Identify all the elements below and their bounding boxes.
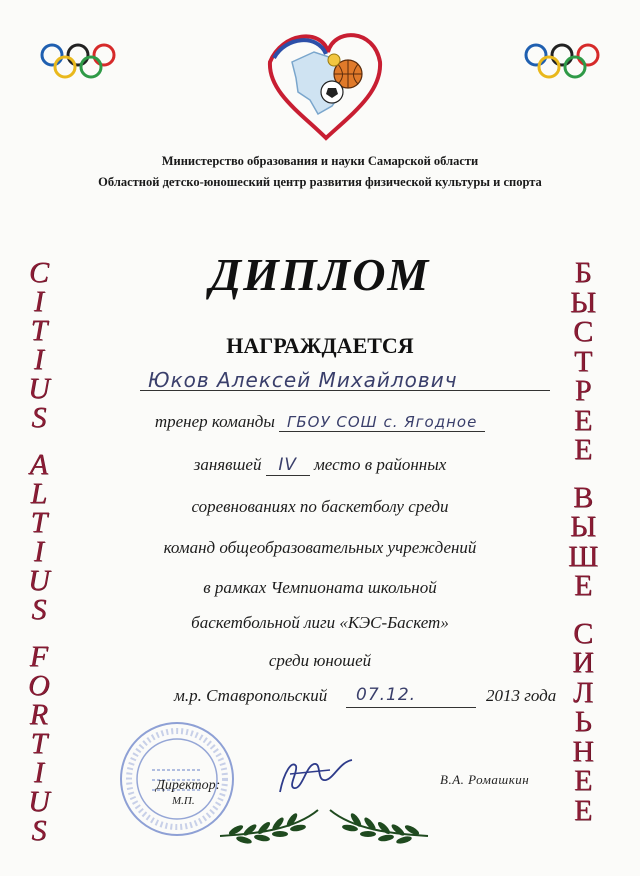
team-name: ГБОУ СОШ с. Ягодное [279, 413, 485, 432]
motto-latin [28, 258, 50, 863]
body-line: среди юношей [268, 651, 372, 670]
recipient-line [140, 366, 550, 391]
director-name: В.А. Ромашкин [440, 772, 530, 787]
motto-russian-letter: Ы [570, 510, 597, 543]
place-suffix: место в районных [313, 455, 447, 474]
olympic-rings-icon [40, 42, 116, 82]
motto-russian-letter: Е [573, 569, 593, 602]
motto-latin-letter: I [33, 756, 44, 789]
motto-latin-letter: I [33, 285, 44, 318]
motto-russian-letter: Ш [568, 539, 599, 573]
location: м.р. Ставропольский [174, 686, 328, 705]
motto-russian-letter: Е [573, 403, 593, 437]
motto-russian-letter: Р [574, 374, 592, 407]
motto-latin-word [28, 258, 50, 432]
motto-latin-letter: U [28, 785, 50, 818]
motto-russian-letter: С [573, 616, 594, 650]
award-date: 07.12. [356, 685, 417, 705]
motto-russian-letter: Л [572, 675, 594, 709]
place-line [0, 455, 640, 476]
motto-russian-letter: Ь [574, 705, 592, 738]
motto-latin-letter: U [28, 564, 50, 597]
motto-latin-letter: T [30, 506, 48, 539]
motto-russian-word [572, 616, 594, 827]
motto-russian-letter: Е [573, 433, 593, 466]
regional-sports-emblem-icon [262, 22, 388, 142]
body-line: баскетбольной лиги «КЭС-Баскет» [191, 613, 449, 632]
center-name: Областной детско-юношеский центр развития физической культуры и спорта [98, 175, 542, 189]
motto-latin-letter: A [29, 448, 48, 481]
motto-latin-letter: U [28, 372, 50, 405]
olympic-rings-icon [524, 42, 600, 82]
diploma-title: ДИПЛОМ [209, 249, 431, 300]
motto-russian-letter: Б [574, 256, 592, 289]
motto-russian-letter: Е [573, 764, 593, 797]
award-year: 2013 года [486, 686, 557, 705]
motto-latin-letter: O [28, 669, 50, 702]
motto-russian-letter: Н [572, 734, 594, 768]
motto-latin-letter: S [31, 593, 47, 626]
ministry-name: Министерство образования и науки Самарской области [161, 154, 479, 168]
motto-russian-letter: И [572, 646, 594, 679]
coach-line [0, 412, 640, 432]
place-prefix: занявшей [193, 455, 262, 474]
recipient-name: Юков Алексей Михайлович [148, 368, 458, 392]
motto-latin-letter: L [30, 477, 48, 510]
motto-russian-letter: С [573, 315, 594, 348]
motto-latin-letter: S [31, 401, 47, 434]
motto-russian-letter: Е [573, 793, 593, 827]
motto-latin-letter: R [29, 698, 48, 731]
motto-russian-letter: В [573, 480, 594, 514]
laurel-branch-icon [324, 800, 434, 844]
stamp-place-label: М.П. [172, 795, 195, 807]
coach-prefix: тренер команды [154, 412, 275, 431]
motto-russian-letter: Ы [570, 285, 597, 319]
motto-latin-letter: S [31, 814, 47, 847]
date-line [346, 685, 476, 708]
motto-latin-letter: I [33, 535, 44, 568]
laurel-branch-icon [214, 800, 324, 844]
awarded-heading: НАГРАЖДАЕТСЯ [226, 333, 414, 358]
motto-russian-word [570, 258, 596, 465]
motto-latin-word [28, 642, 50, 845]
motto-latin-letter: T [30, 727, 48, 760]
motto-latin-letter: F [29, 640, 48, 673]
place-value: IV [266, 455, 310, 476]
signature-icon [270, 752, 360, 802]
motto-russian-letter: Т [573, 344, 593, 378]
body-line: в рамках Чемпионата школьной [203, 578, 437, 597]
motto-latin-letter: C [28, 256, 49, 289]
motto-latin-letter: T [30, 314, 48, 347]
motto-latin-letter: I [33, 343, 44, 376]
body-line: команд общеобразовательных учреждений [163, 538, 477, 557]
director-label: Директор: [156, 778, 221, 793]
body-line: соревнованиях по баскетболу среди [191, 497, 449, 516]
